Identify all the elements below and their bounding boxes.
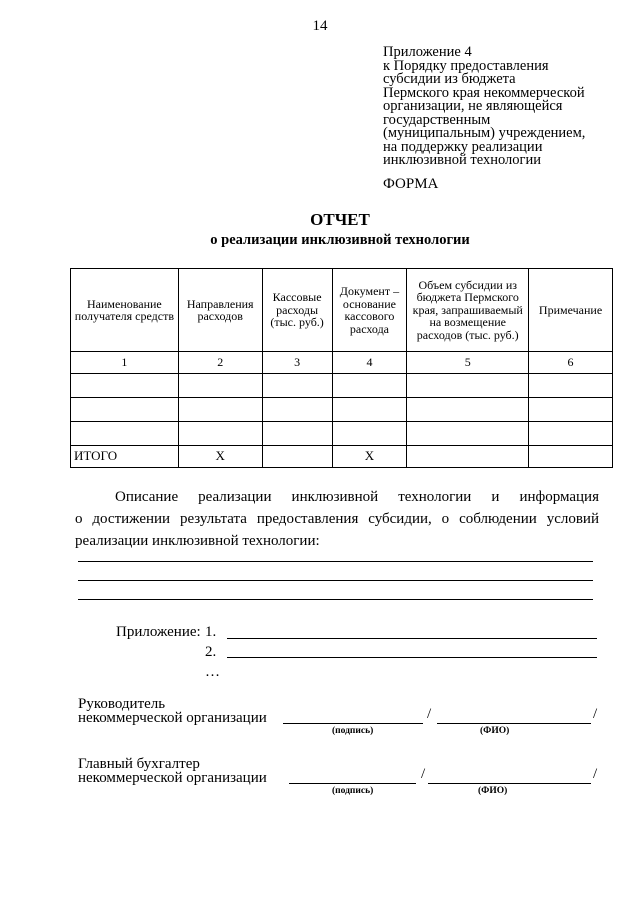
attachment-label: Приложение: (116, 624, 201, 640)
appendix-line: государственным (383, 111, 491, 128)
appendix-line: субсидии из бюджета (383, 71, 516, 87)
total-label: ИТОГО (71, 446, 179, 468)
total-cell[interactable] (529, 446, 613, 468)
table-row (71, 422, 613, 446)
signature-line[interactable] (283, 723, 423, 724)
description-line: о достижении результата предоставления субсидии, о соблюдении условий (75, 511, 599, 527)
name-line[interactable] (428, 783, 591, 784)
name-caption: (ФИО) (478, 786, 508, 796)
header-cell: Примечание (529, 269, 613, 352)
attachment-line[interactable] (227, 657, 597, 658)
description-line: реализации инклюзивной технологии: (75, 533, 320, 549)
table-row (71, 398, 613, 422)
table-row (71, 374, 613, 398)
name-caption: (ФИО) (480, 726, 510, 736)
total-cell: Х (332, 446, 407, 468)
report-table (70, 268, 613, 468)
empty-cell[interactable] (71, 398, 179, 422)
appendix-line: Приложение 4 (383, 44, 472, 60)
empty-cell[interactable] (407, 422, 529, 446)
header-cell: Наименование получателя средств (71, 269, 179, 352)
attachment-line[interactable] (227, 638, 597, 639)
table-header-row (71, 269, 613, 352)
empty-cell[interactable] (262, 374, 332, 398)
total-cell[interactable] (407, 446, 529, 468)
column-number: 2 (178, 352, 262, 374)
empty-cell[interactable] (178, 374, 262, 398)
report-title: ОТЧЕТ (310, 210, 370, 229)
column-number: 4 (332, 352, 407, 374)
attachment-number: 2. (205, 644, 217, 660)
column-number: 6 (529, 352, 613, 374)
empty-cell[interactable] (178, 422, 262, 446)
separator-slash: / (427, 706, 432, 722)
empty-cell[interactable] (529, 422, 613, 446)
column-number: 5 (407, 352, 529, 374)
signature-caption: (подпись) (332, 786, 374, 796)
description-blank-line[interactable] (78, 561, 593, 562)
attachment-ellipsis: … (205, 664, 220, 680)
header-cell: Кассовые расходы (тыс. руб.) (262, 269, 332, 352)
page-number: 14 (312, 18, 328, 34)
appendix-line: Пермского края некоммерческой (383, 84, 585, 101)
appendix-line: к Порядку предоставления (383, 57, 549, 74)
signer-organization: некоммерческой организации (78, 770, 267, 786)
empty-cell[interactable] (332, 422, 407, 446)
appendix-line: инклюзивной технологии (383, 152, 541, 168)
column-number: 3 (262, 352, 332, 374)
header-cell: Объем субсидии из бюджета Пермского края, запрашиваемый на возмещение расходов (тыс. руб.) (407, 269, 529, 352)
name-line[interactable] (437, 723, 591, 724)
signer-organization: некоммерческой организации (78, 710, 267, 726)
separator-slash: / (421, 766, 426, 782)
empty-cell[interactable] (332, 398, 407, 422)
separator-slash: / (593, 766, 598, 782)
description-blank-line[interactable] (78, 599, 593, 600)
form-label: ФОРМА (383, 176, 439, 192)
empty-cell[interactable] (332, 374, 407, 398)
signer-title: Руководитель (78, 696, 166, 712)
appendix-line: (муниципальным) учреждением, (383, 125, 586, 141)
empty-cell[interactable] (262, 422, 332, 446)
empty-cell[interactable] (262, 398, 332, 422)
empty-cell[interactable] (407, 374, 529, 398)
empty-cell[interactable] (529, 374, 613, 398)
appendix-line: на поддержку реализации (383, 138, 543, 155)
header-cell: Документ – основание кассового расхода (332, 269, 407, 352)
empty-cell[interactable] (71, 422, 179, 446)
header-cell: Направления расходов (178, 269, 262, 352)
total-cell[interactable] (262, 446, 332, 468)
description-paragraph (75, 486, 599, 552)
total-cell: Х (178, 446, 262, 468)
appendix-header (383, 46, 623, 168)
column-number-row (71, 352, 613, 374)
appendix-line: организации, не являющейся (383, 98, 563, 114)
description-line: Описание реализации инклюзивной технологии и информация (115, 489, 599, 505)
attachment-number: 1. (205, 624, 217, 640)
empty-cell[interactable] (529, 398, 613, 422)
separator-slash: / (593, 706, 598, 722)
total-row (71, 446, 613, 468)
empty-cell[interactable] (71, 374, 179, 398)
empty-cell[interactable] (178, 398, 262, 422)
signature-line[interactable] (289, 783, 416, 784)
signer-title: Главный бухгалтер (78, 756, 200, 772)
report-subtitle: о реализации инклюзивной технологии (210, 232, 470, 248)
empty-cell[interactable] (407, 398, 529, 422)
signature-caption: (подпись) (332, 726, 374, 736)
description-blank-line[interactable] (78, 580, 593, 581)
column-number: 1 (71, 352, 179, 374)
